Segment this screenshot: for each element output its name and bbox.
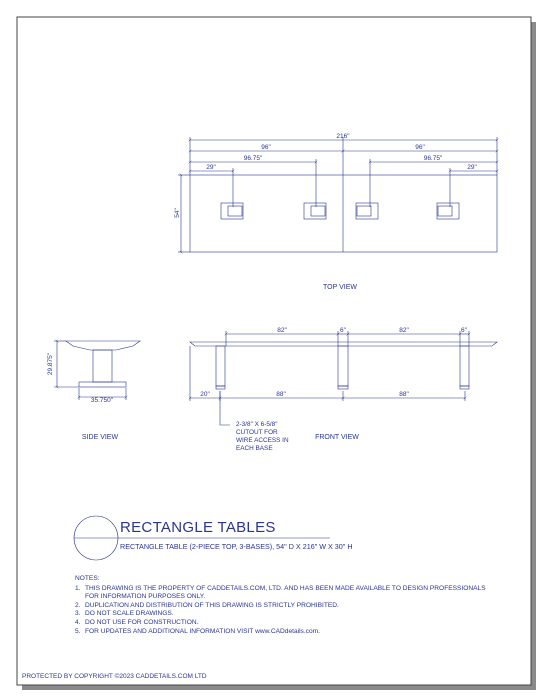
dim-base-right: 88" xyxy=(399,391,409,398)
drawing-title: RECTANGLE TABLES xyxy=(120,519,276,536)
dim-span-right: 82" xyxy=(399,327,409,334)
dim-side-base: 35.750" xyxy=(90,397,114,404)
label-side-view: SIDE VIEW xyxy=(81,434,119,441)
dim-right-mid: 96.75" xyxy=(423,155,443,162)
dim-edge-offset: 20" xyxy=(200,391,210,398)
dim-post-width: 6" xyxy=(340,327,346,334)
note-item xyxy=(75,628,495,637)
dim-span-left: 82" xyxy=(277,327,287,334)
note-number: 1. xyxy=(75,584,81,592)
drawing-subtitle: RECTANGLE TABLE (2-PIECE TOP, 3-BASES), 54" D X 216" W X 30" H xyxy=(120,542,353,551)
notes xyxy=(75,575,495,636)
label-front-view: FRONT VIEW xyxy=(315,434,359,441)
note-text: DO NOT USE FOR CONSTRUCTION. xyxy=(85,618,199,626)
dim-post-width-right: 6" xyxy=(461,327,467,334)
notes-header: NOTES: xyxy=(75,575,100,582)
cutout-note-line-2: CUTOUT FOR xyxy=(236,429,278,436)
note-item xyxy=(75,602,495,611)
dim-base-left: 88" xyxy=(276,391,286,398)
note-number: 2. xyxy=(75,601,81,609)
note-item xyxy=(75,610,495,619)
dim-right-edge: 29" xyxy=(467,164,477,171)
copyright-notice: PROTECTED BY COPYRIGHT ©2023 CADDETAILS.COM LTD xyxy=(22,673,207,680)
dim-side-height: 29.875" xyxy=(47,352,54,376)
dim-depth: 54" xyxy=(174,208,181,218)
cutout-note-line-1: 2-3/8" X 6-5/8" xyxy=(236,421,278,428)
note-number: 3. xyxy=(75,610,81,618)
note-item xyxy=(75,585,495,602)
note-text: FOR UPDATES AND ADDITIONAL INFORMATION VISIT www.CADdetails.com. xyxy=(85,627,320,635)
note-text: THIS DRAWING IS THE PROPERTY OF CADDETAILS.COM, LTD. AND HAS BEEN MADE AVAILABLE TO DESIGN PROFESSIONALS FOR INFORMATION PURPOSES ONLY. xyxy=(85,584,486,601)
note-number: 4. xyxy=(75,618,81,626)
dim-left-edge: 29" xyxy=(206,164,216,171)
cutout-note-line-4: EACH BASE xyxy=(236,445,273,452)
title-block xyxy=(120,519,276,536)
note-text: DUPLICATION AND DISTRIBUTION OF THIS DRAWING IS STRICTLY PROHIBITED. xyxy=(85,601,339,609)
cutout-note-line-3: WIRE ACCESS IN xyxy=(236,437,289,444)
dim-left-half: 96" xyxy=(261,144,271,151)
dim-left-mid: 96.75" xyxy=(243,155,263,162)
note-item xyxy=(75,619,495,628)
dim-overall: 216" xyxy=(336,133,350,140)
label-top-view: TOP VIEW xyxy=(323,284,357,291)
note-number: 5. xyxy=(75,627,81,635)
dim-right-half: 96" xyxy=(415,144,425,151)
note-text: DO NOT SCALE DRAWINGS. xyxy=(85,610,174,618)
